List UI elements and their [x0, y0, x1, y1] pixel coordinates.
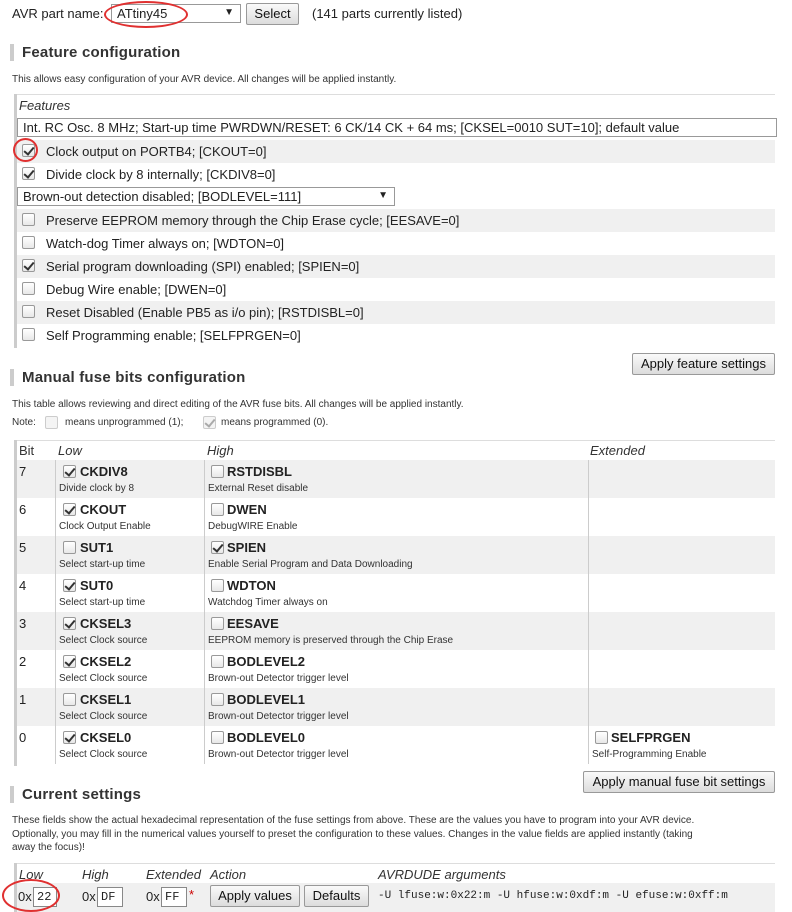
fuse-desc: Select start-up time: [59, 597, 146, 608]
bodlevel1-fuse-checkbox[interactable]: [211, 693, 224, 706]
fuse-name: CKSEL3: [80, 616, 132, 631]
note-unprogrammed: means unprogrammed (1);: [65, 417, 184, 428]
low-header: Low: [58, 443, 82, 458]
manual-fuse-description: This table allows reviewing and direct editing of the AVR fuse bits. All changes will be applied instantly.: [12, 399, 464, 410]
low-cell: [55, 650, 204, 688]
oscillator-select[interactable]: [17, 118, 777, 137]
fuse-name: RSTDISBL: [227, 464, 292, 479]
fuse-name: SUT1: [80, 540, 114, 555]
required-asterisk: *: [189, 887, 195, 902]
apply-feature-settings-button[interactable]: Apply feature settings: [632, 353, 775, 375]
high-cell: [204, 498, 588, 536]
fuse-name: SELFPRGEN: [611, 730, 691, 745]
ext-cell: [588, 498, 775, 536]
low-cell: [55, 688, 204, 726]
select-button[interactable]: Select: [246, 3, 299, 25]
avrdude-header: AVRDUDE arguments: [378, 867, 506, 882]
fuse-desc: Brown-out Detector trigger level: [208, 673, 349, 684]
ext-cell: [588, 726, 775, 764]
fuse-desc: Clock Output Enable: [59, 521, 151, 532]
current-settings-desc-1: These fields show the actual hexadecimal representation of the fuse settings from above. These are the values you have to program into your AVR device.: [12, 815, 695, 826]
selfprgen-fuse-checkbox[interactable]: [595, 731, 608, 744]
high-value-header: High: [82, 867, 109, 882]
feature-table-header: [17, 94, 775, 116]
bit-header: Bit: [19, 443, 35, 458]
legend-unprogrammed-checkbox: [45, 416, 58, 429]
eesave-fuse-checkbox[interactable]: [211, 617, 224, 630]
fuse-name: CKSEL0: [80, 730, 132, 745]
fuse-row-5: [17, 536, 775, 574]
extended-header: Extended: [590, 443, 645, 458]
ext-cell: [588, 536, 775, 574]
fuse-desc: External Reset disable: [208, 483, 309, 494]
high-cell: [204, 726, 588, 764]
low-cell: [55, 574, 204, 612]
spien-label: Serial program downloading (SPI) enabled; [SPIEN=0]: [46, 259, 360, 274]
feature-row-dwen: [17, 278, 775, 301]
feature-row-ckout: [17, 140, 775, 163]
cksel3-fuse-checkbox[interactable]: [63, 617, 76, 630]
fuse-desc: Select Clock source: [59, 673, 148, 684]
current-settings-title: Current settings: [10, 786, 141, 803]
fuse-desc: Select Clock source: [59, 635, 148, 646]
low-cell: [55, 498, 204, 536]
low-cell: [55, 460, 204, 498]
ext-cell: [588, 574, 775, 612]
feature-config-title: Feature configuration: [10, 44, 180, 61]
high-prefix: 0x: [82, 889, 96, 904]
bit-number: 6: [19, 502, 27, 517]
spien-checkbox[interactable]: [22, 259, 35, 272]
note-label: Note:: [12, 417, 36, 428]
current-table-header: [17, 863, 775, 883]
ext-cell: [588, 612, 775, 650]
eesave-label: Preserve EEPROM memory through the Chip Erase cycle; [EESAVE=0]: [46, 213, 460, 228]
fuse-name: EESAVE: [227, 616, 279, 631]
extended-value-header: Extended: [146, 867, 201, 882]
bod-select[interactable]: [17, 187, 395, 206]
legend-note: [12, 417, 512, 431]
fuse-desc: Enable Serial Program and Data Downloading: [208, 559, 413, 570]
bit-number: 5: [19, 540, 27, 555]
fuse-name: BODLEVEL2: [227, 654, 306, 669]
fuse-name: SPIEN: [227, 540, 267, 555]
apply-manual-fuse-button[interactable]: Apply manual fuse bit settings: [583, 771, 775, 793]
selfprgen-label: Self Programming enable; [SELFPRGEN=0]: [46, 328, 301, 343]
manual-fuse-title: Manual fuse bits configuration: [10, 369, 246, 386]
apply-values-button[interactable]: Apply values: [210, 885, 300, 907]
fuse-name: CKSEL2: [80, 654, 132, 669]
low-cell: [55, 612, 204, 650]
feature-row-ckdiv8: [17, 163, 775, 186]
fuse-name: DWEN: [227, 502, 267, 517]
feature-row-eesave: [17, 209, 775, 232]
low-cell: [55, 726, 204, 764]
part-select-value: ATtiny45: [117, 6, 168, 21]
avrdude-arguments: -U lfuse:w:0x22:m -U hfuse:w:0xdf:m -U efuse:w:0xff:m: [378, 890, 728, 902]
oscillator-select-value: Int. RC Osc. 8 MHz; Start-up time PWRDWN/RESET: 6 CK/14 CK + 64 ms; [CKSEL=0010 SUT=10]; default value: [23, 120, 680, 135]
dwen-fuse-checkbox[interactable]: [211, 503, 224, 516]
fuse-row-4: [17, 574, 775, 612]
feature-row-spien: [17, 255, 775, 278]
fuse-desc: Self-Programming Enable: [592, 749, 707, 760]
fuse-desc: DebugWIRE Enable: [208, 521, 298, 532]
rstdisbl-checkbox[interactable]: [22, 305, 35, 318]
bod-select-value: Brown-out detection disabled; [BODLEVEL=111]: [23, 189, 302, 204]
bodlevel2-fuse-checkbox[interactable]: [211, 655, 224, 668]
fuse-row-7: [17, 460, 775, 498]
fuse-row-3: [17, 612, 775, 650]
fuse-desc: Brown-out Detector trigger level: [208, 749, 349, 760]
dwen-label: Debug Wire enable; [DWEN=0]: [46, 282, 227, 297]
bit-number: 7: [19, 464, 27, 479]
dwen-checkbox[interactable]: [22, 282, 35, 295]
bit-number: 3: [19, 616, 27, 631]
sut1-fuse-checkbox[interactable]: [63, 541, 76, 554]
high-cell: [204, 612, 588, 650]
defaults-button[interactable]: Defaults: [304, 885, 369, 907]
fuse-name: CKOUT: [80, 502, 127, 517]
fuse-row-2: [17, 650, 775, 688]
ext-fuse-input[interactable]: FF: [161, 887, 187, 907]
bit-number: 2: [19, 654, 27, 669]
fuse-row-1: [17, 688, 775, 726]
feature-row-wdton: [17, 232, 775, 255]
current-settings-desc-3: away the focus)!: [12, 842, 85, 853]
sut0-fuse-checkbox[interactable]: [63, 579, 76, 592]
wdton-fuse-checkbox[interactable]: [211, 579, 224, 592]
fuse-name: BODLEVEL1: [227, 692, 306, 707]
fuse-desc: Select Clock source: [59, 749, 148, 760]
current-values-row: [17, 883, 775, 912]
ckout-label: Clock output on PORTB4; [CKOUT=0]: [46, 144, 267, 159]
feature-row-selfprgen: [17, 324, 775, 347]
rstdisbl-label: Reset Disabled (Enable PB5 as i/o pin); [RSTDISBL=0]: [46, 305, 364, 320]
low-prefix: 0x: [18, 889, 32, 904]
high-cell: [204, 650, 588, 688]
wdton-checkbox[interactable]: [22, 236, 35, 249]
high-header: High: [207, 443, 234, 458]
bit-number: 4: [19, 578, 27, 593]
bit-number: 0: [19, 730, 27, 745]
fuse-name: WDTON: [227, 578, 276, 593]
ext-cell: [588, 650, 775, 688]
fuse-table-header: [17, 440, 775, 460]
bodlevel0-fuse-checkbox[interactable]: [211, 731, 224, 744]
fuse-row-6: [17, 498, 775, 536]
selfprgen-checkbox[interactable]: [22, 328, 35, 341]
ckdiv8-label: Divide clock by 8 internally; [CKDIV8=0]: [46, 167, 276, 182]
ext-prefix: 0x: [146, 889, 160, 904]
low-value-header: Low: [19, 867, 43, 882]
ext-cell: [588, 688, 775, 726]
parts-count: (141 parts currently listed): [312, 6, 463, 21]
fuse-name: BODLEVEL0: [227, 730, 306, 745]
cksel0-fuse-checkbox[interactable]: [63, 731, 76, 744]
fuse-desc: Brown-out Detector trigger level: [208, 711, 349, 722]
fuse-desc: Select Clock source: [59, 711, 148, 722]
high-cell: [204, 688, 588, 726]
high-cell: [204, 536, 588, 574]
high-cell: [204, 574, 588, 612]
fuse-desc: EEPROM memory is preserved through the Chip Erase: [208, 635, 454, 646]
fuse-desc: Watchdog Timer always on: [208, 597, 328, 608]
highlight-circle: [2, 879, 60, 912]
action-header: Action: [210, 867, 247, 882]
highlight-circle: [13, 138, 38, 162]
legend-programmed-checkbox: [203, 416, 216, 429]
fuse-name: SUT0: [80, 578, 114, 593]
fuse-row-0: [17, 726, 775, 764]
highlight-circle: [104, 1, 188, 28]
high-cell: [204, 460, 588, 498]
ckdiv8-checkbox[interactable]: [22, 167, 35, 180]
feature-config-description: This allows easy configuration of your AVR device. All changes will be applied instantly.: [12, 74, 397, 85]
feature-row-rstdisbl: [17, 301, 775, 324]
low-cell: [55, 536, 204, 574]
ckdiv8-fuse-checkbox[interactable]: [63, 465, 76, 478]
dropdown-arrow-icon: ▼: [224, 7, 234, 18]
low-fuse-input[interactable]: 22: [33, 887, 57, 907]
spien-fuse-checkbox[interactable]: [211, 541, 224, 554]
bit-number: 1: [19, 692, 27, 707]
wdton-label: Watch-dog Timer always on; [WDTON=0]: [46, 236, 285, 251]
part-name-label: AVR part name:: [12, 6, 104, 21]
ckout-fuse-checkbox[interactable]: [63, 503, 76, 516]
eesave-checkbox[interactable]: [22, 213, 35, 226]
current-settings-desc-2: Optionally, you may fill in the numerical values yourself to preset the configuration to these values. Changes in the value fields are applied instantly (taking: [12, 829, 693, 840]
fuse-name: CKDIV8: [80, 464, 128, 479]
high-fuse-input[interactable]: DF: [97, 887, 123, 907]
fuse-desc: Divide clock by 8: [59, 483, 135, 494]
rstdisbl-fuse-checkbox[interactable]: [211, 465, 224, 478]
cksel2-fuse-checkbox[interactable]: [63, 655, 76, 668]
features-header: Features: [19, 98, 71, 113]
fuse-desc: Select start-up time: [59, 559, 146, 570]
dropdown-arrow-icon: ▼: [378, 190, 388, 201]
cksel1-fuse-checkbox[interactable]: [63, 693, 76, 706]
note-programmed: means programmed (0).: [221, 417, 329, 428]
fuse-name: CKSEL1: [80, 692, 132, 707]
ext-cell: [588, 460, 775, 498]
